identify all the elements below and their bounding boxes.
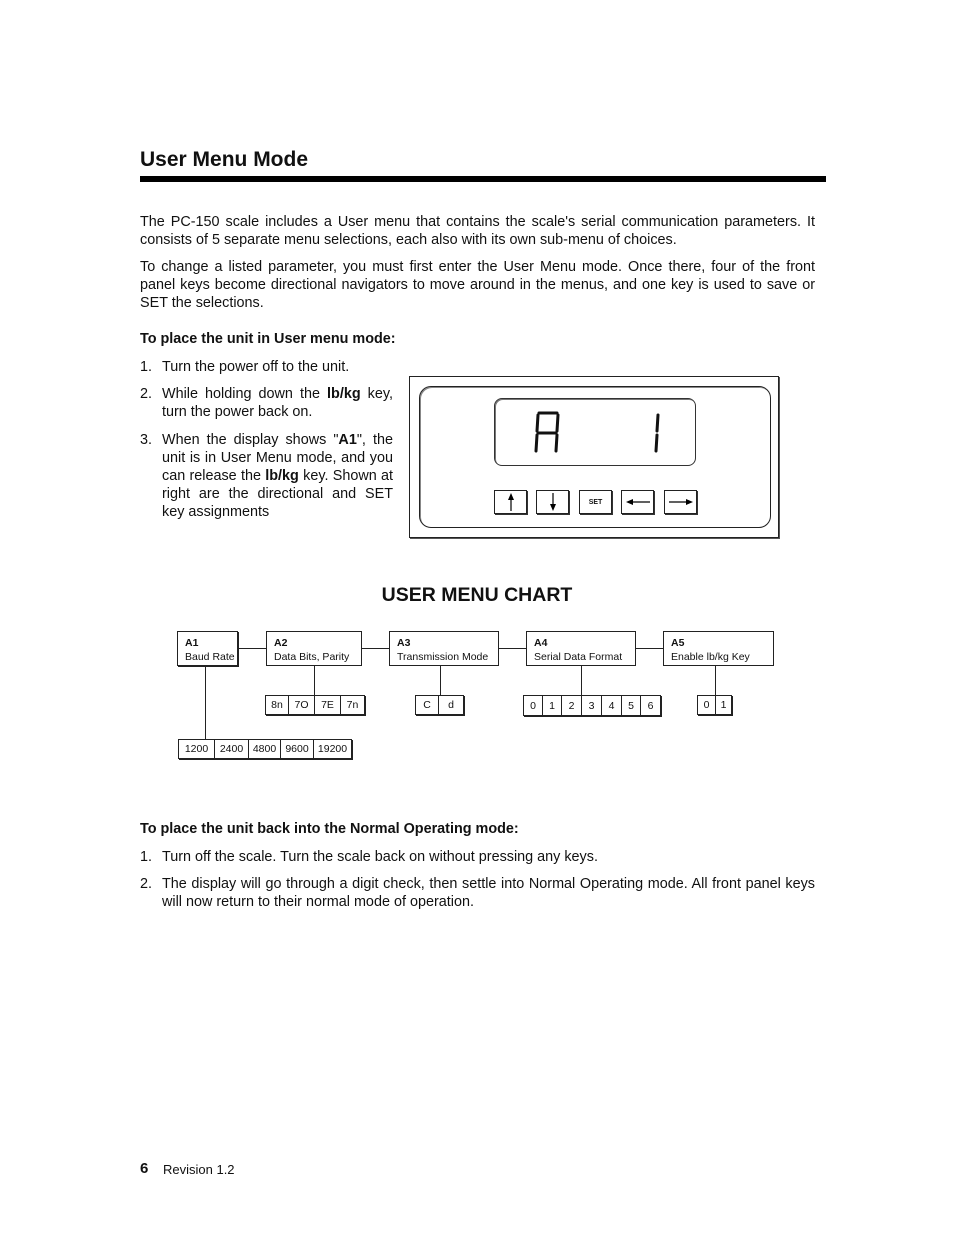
options-a1 bbox=[178, 739, 352, 759]
option-cell[interactable]: 2 bbox=[562, 696, 582, 715]
page-title: User Menu Mode bbox=[140, 148, 309, 171]
revision-label: Revision 1.2 bbox=[163, 1162, 235, 1177]
right-arrow-icon bbox=[668, 495, 694, 509]
menu-code: A3 bbox=[397, 637, 411, 649]
enter-mode-heading: To place the unit in User menu mode: bbox=[140, 331, 396, 347]
step-text: Turn off the scale. Turn the scale back on without pressing any keys. bbox=[162, 849, 598, 865]
up-arrow-icon bbox=[504, 492, 518, 512]
option-cell[interactable]: 7n bbox=[346, 699, 359, 711]
option-cell[interactable]: 6 bbox=[647, 699, 654, 712]
key-name: lb/kg bbox=[327, 386, 361, 402]
left-arrow-icon bbox=[625, 495, 651, 509]
menu-label: Baud Rate bbox=[185, 651, 235, 663]
step-text-part: key, turn the power back on. bbox=[162, 386, 394, 420]
lcd-display bbox=[494, 398, 696, 466]
option-cell[interactable]: 1200 bbox=[179, 740, 215, 758]
exit-step-2 bbox=[140, 875, 815, 911]
option-connector bbox=[440, 666, 441, 695]
menu-code: A1 bbox=[185, 637, 199, 649]
down-arrow-icon bbox=[546, 492, 560, 512]
option-cell[interactable]: 3 bbox=[582, 696, 602, 715]
option-cell[interactable]: 5 bbox=[622, 696, 641, 715]
right-key[interactable] bbox=[664, 490, 697, 514]
option-cell[interactable]: C bbox=[416, 696, 439, 714]
step-text-part: ", the unit is in User Menu mode, and you can release the bbox=[162, 432, 393, 484]
option-cell[interactable]: 4800 bbox=[249, 740, 281, 758]
option-cell[interactable]: 4 bbox=[602, 696, 622, 715]
option-cell[interactable]: 7O bbox=[289, 696, 315, 714]
option-cell[interactable]: 2400 bbox=[215, 740, 249, 758]
option-cell[interactable]: 0 bbox=[524, 696, 543, 715]
step-text-part: key. Shown at right are the directional and SET key assignments bbox=[162, 468, 394, 520]
exit-mode-heading: To place the unit back into the Normal Operating mode: bbox=[140, 821, 519, 837]
options-a3 bbox=[415, 695, 464, 715]
page-number: 6 bbox=[140, 1160, 149, 1177]
menu-code: A5 bbox=[671, 637, 685, 649]
menu-chart-title: USER MENU CHART bbox=[381, 584, 573, 606]
option-cell[interactable]: 7E bbox=[315, 696, 341, 714]
menu-label: Serial Data Format bbox=[534, 651, 623, 663]
key-name: lb/kg bbox=[265, 468, 299, 484]
step-text: Turn the power off to the unit. bbox=[162, 359, 350, 375]
option-cell[interactable]: 1 bbox=[543, 696, 562, 715]
options-a2 bbox=[265, 695, 365, 715]
option-cell[interactable]: d bbox=[448, 699, 454, 711]
set-key[interactable] bbox=[579, 490, 612, 514]
menu-label: Enable lb/kg Key bbox=[671, 651, 750, 663]
step-text: The display will go through a digit check, then settle into Normal Operating mode. All front panel keys will now return to their normal mode of operation. bbox=[162, 876, 815, 910]
option-connector bbox=[314, 666, 315, 695]
menu-label: Data Bits, Parity bbox=[274, 651, 350, 663]
menu-code: A2 bbox=[274, 637, 288, 649]
option-cell[interactable]: 1 bbox=[720, 699, 727, 711]
option-connector bbox=[205, 666, 206, 739]
option-cell[interactable]: 8n bbox=[266, 696, 289, 714]
intro-paragraph-1: The PC-150 scale includes a User menu that contains the scale's serial communication parameters. It consists of 5 separate menu selections, each also with its own sub-menu of choices. bbox=[140, 214, 815, 248]
step-number: 1. bbox=[140, 849, 153, 865]
enter-step-2 bbox=[140, 385, 393, 421]
menu-label: Transmission Mode bbox=[397, 651, 489, 663]
step-text-part: When the display shows " bbox=[162, 432, 339, 448]
enter-step-1 bbox=[140, 358, 393, 376]
menu-box-a4 bbox=[526, 631, 636, 666]
display-code: A1 bbox=[338, 432, 357, 448]
intro-paragraph-2: To change a listed parameter, you must first enter the User Menu mode. Once there, four of the front panel keys become directional navigators to move around in the menus, and one key is used to save or SET the selections. bbox=[140, 259, 815, 311]
step-text bbox=[162, 385, 393, 421]
step-number: 3. bbox=[140, 432, 153, 448]
enter-step-3 bbox=[140, 431, 393, 523]
lcd-char-a bbox=[536, 413, 558, 451]
lcd-readout bbox=[495, 399, 695, 465]
down-key[interactable] bbox=[536, 490, 569, 514]
option-cell[interactable]: 19200 bbox=[317, 743, 348, 755]
option-cell[interactable]: 9600 bbox=[281, 740, 314, 758]
left-key[interactable] bbox=[621, 490, 654, 514]
step-number: 2. bbox=[140, 876, 153, 892]
menu-connector bbox=[238, 648, 266, 649]
options-a4 bbox=[523, 695, 661, 716]
title-rule bbox=[140, 176, 826, 182]
option-cell[interactable]: 0 bbox=[698, 696, 716, 714]
menu-box-a1 bbox=[177, 631, 238, 666]
exit-step-1 bbox=[140, 848, 815, 866]
option-connector bbox=[715, 666, 716, 695]
menu-connector bbox=[636, 648, 663, 649]
step-number: 1. bbox=[140, 359, 153, 375]
menu-box-a3 bbox=[389, 631, 499, 666]
lcd-char-1 bbox=[656, 415, 658, 451]
step-number: 2. bbox=[140, 386, 153, 402]
set-key-label: SET bbox=[588, 498, 603, 506]
up-key[interactable] bbox=[494, 490, 527, 514]
menu-box-a2 bbox=[266, 631, 362, 666]
menu-box-a5 bbox=[663, 631, 774, 666]
options-a5 bbox=[697, 695, 732, 715]
menu-code: A4 bbox=[534, 637, 548, 649]
step-text bbox=[162, 431, 393, 521]
menu-connector bbox=[362, 648, 389, 649]
option-connector bbox=[581, 666, 582, 695]
menu-connector bbox=[499, 648, 526, 649]
step-text-part: While holding down the bbox=[162, 386, 328, 402]
